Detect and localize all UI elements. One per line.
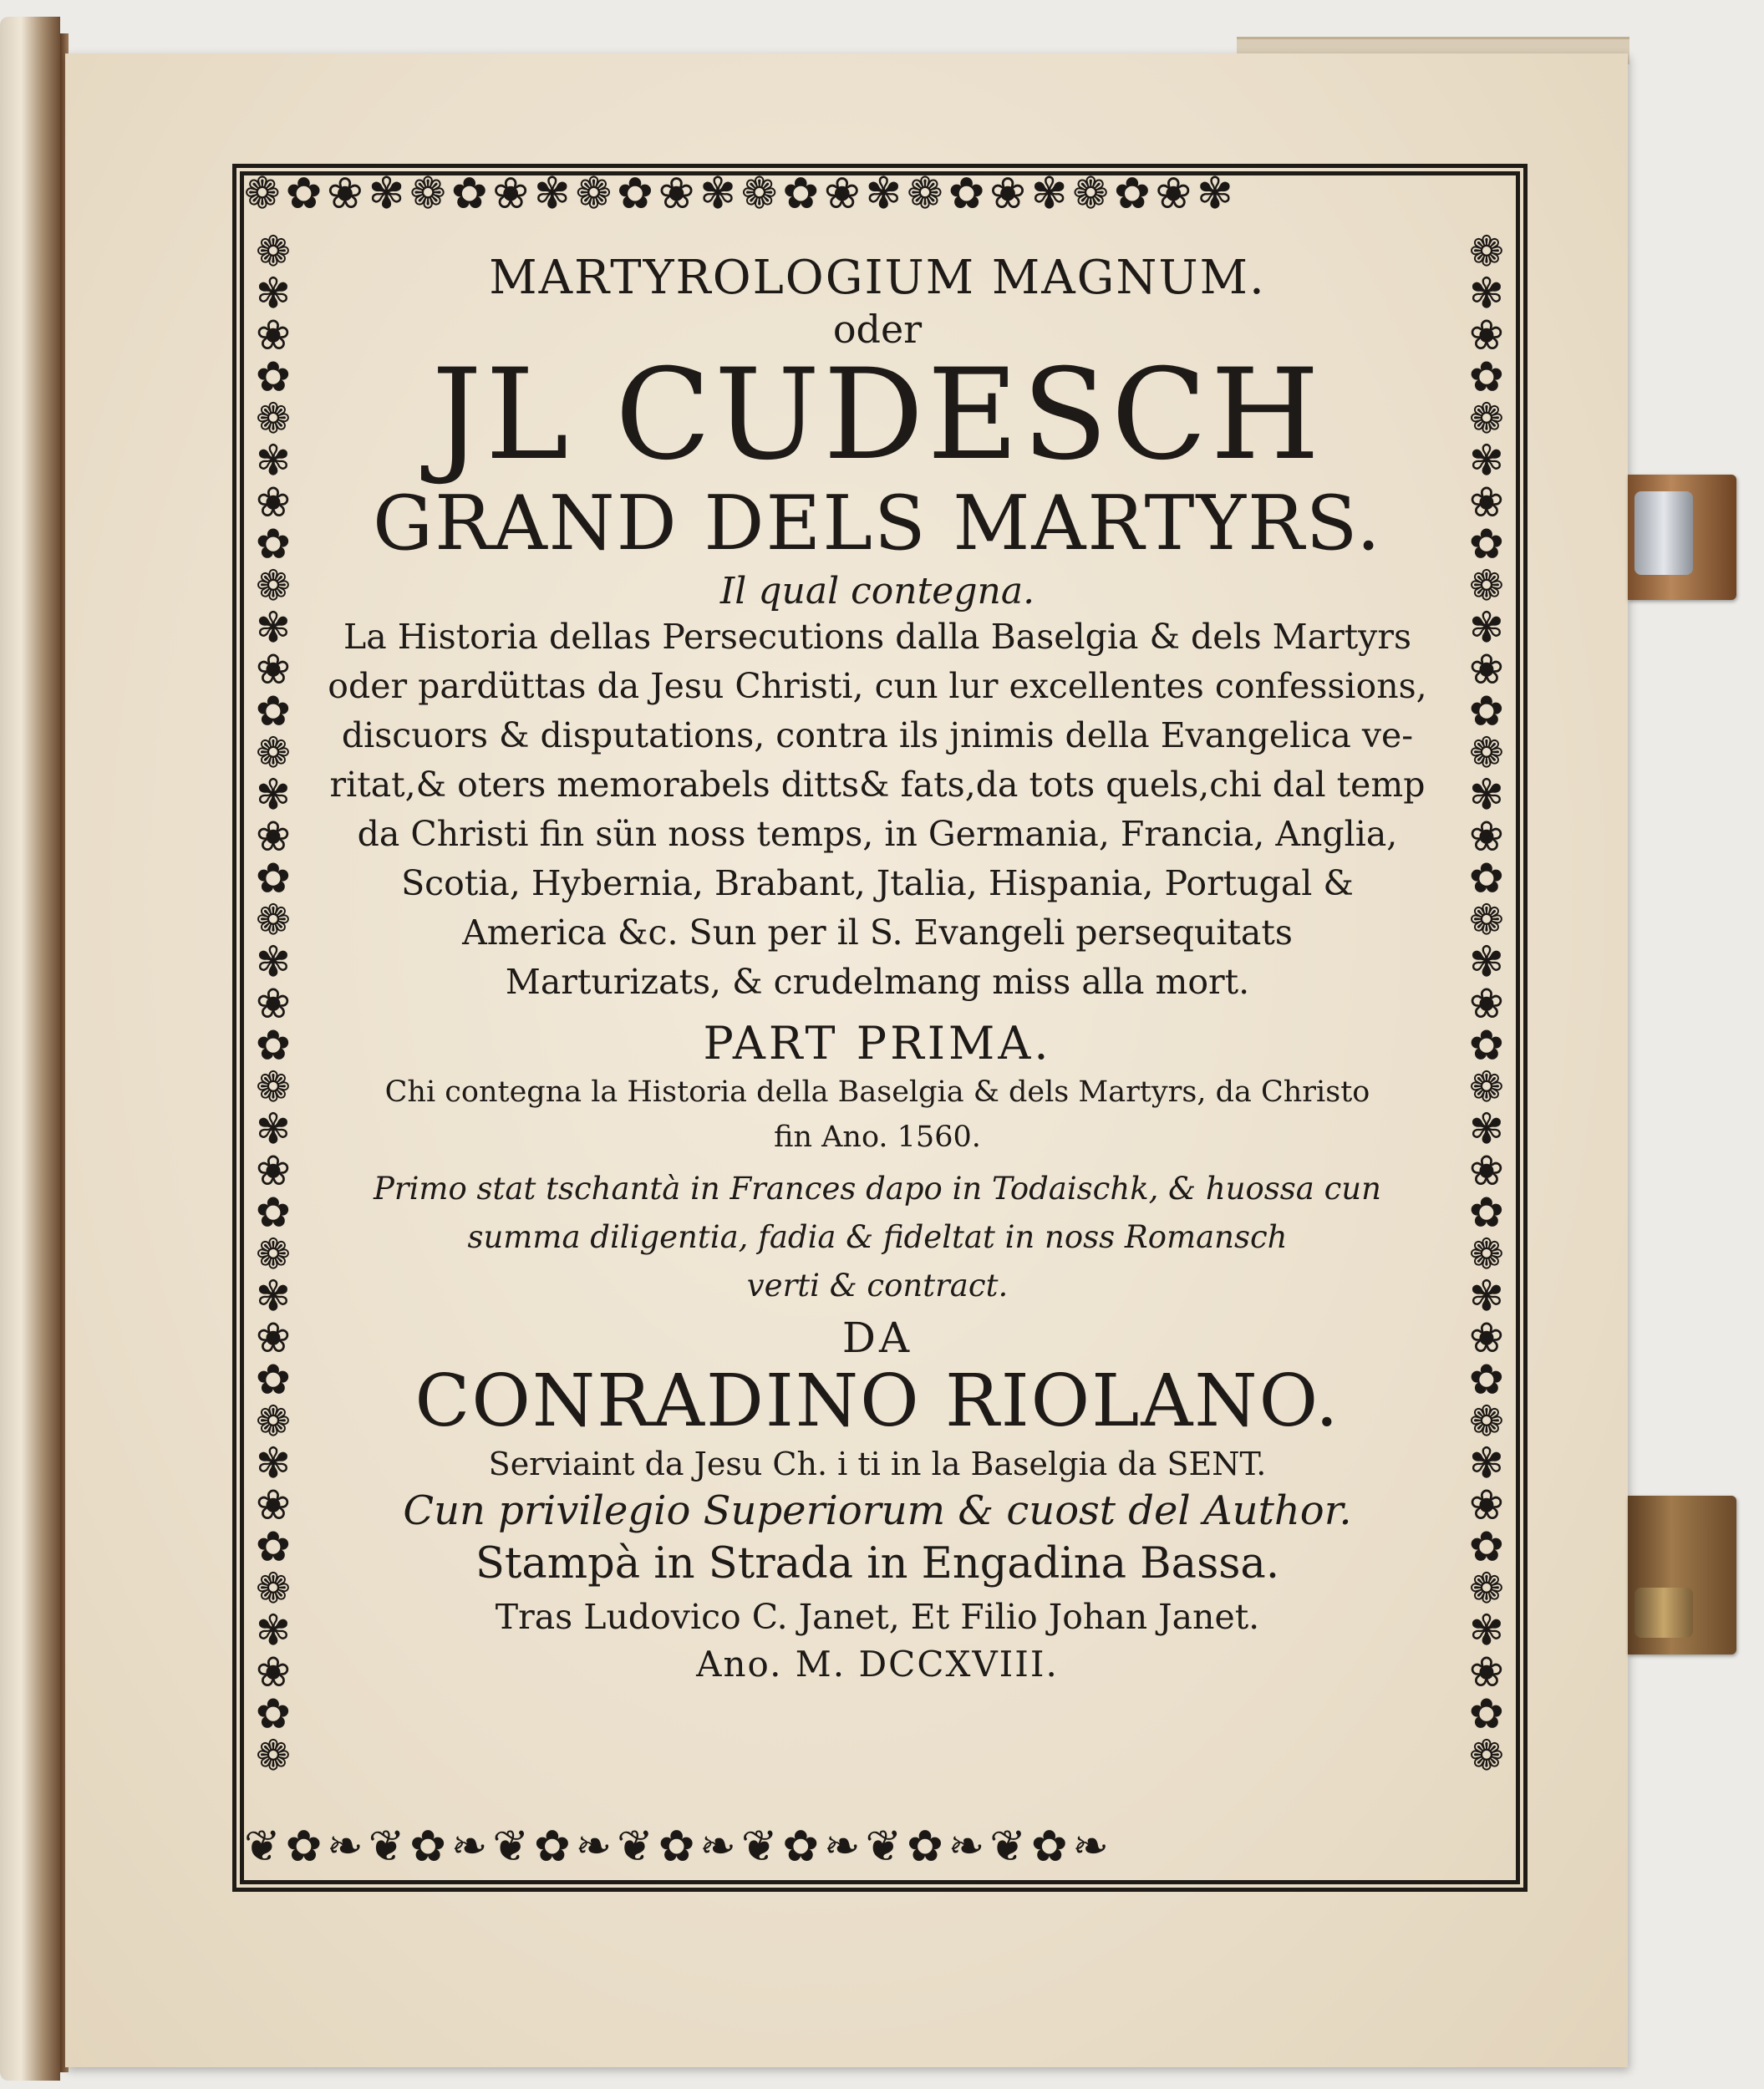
- body-line: America &c. Sun per il S. Evangeli persequitats: [462, 912, 1293, 953]
- author-name: CONRADINO RIOLANO.: [414, 1359, 1340, 1443]
- translation-note: summa diligentia, fadia & fideltat in noss Romansch: [467, 1218, 1288, 1255]
- year: Ano. M. DCCXVIII.: [696, 1644, 1059, 1685]
- clasp-bottom: [1628, 1496, 1736, 1654]
- clasp-metal: [1634, 1588, 1693, 1638]
- book-spine: [0, 17, 60, 2081]
- by-label: DA: [841, 1313, 913, 1362]
- title-sub: GRAND DELS MARTYRS.: [373, 479, 1382, 567]
- title-text-block: [318, 251, 1437, 1685]
- body-line: discuors & disputations, contra ils jnimis della Evangelica ve-: [341, 714, 1414, 755]
- contents-intro: Il qual contegna.: [719, 569, 1035, 612]
- ornament-top: ❁✿❀✾❁✿❀✾❁✿❀✾❁✿❀✾❁✿❀✾❁✿❀✾: [244, 172, 1238, 219]
- print-place: Stampà in Strada in Engadina Bassa.: [475, 1539, 1280, 1589]
- ornament-bottom: ❦✿❧❦✿❧❦✿❧❦✿❧❦✿❧❦✿❧❦✿❧: [244, 1825, 1114, 1872]
- part-description: Chi contegna la Historia della Baselgia & dels Martyrs, da Christo: [384, 1075, 1370, 1109]
- translation-note: verti & contract.: [746, 1267, 1009, 1304]
- part-heading: PART PRIMA.: [703, 1016, 1052, 1070]
- part-description: fin Ano. 1560.: [774, 1120, 981, 1154]
- ornament-left: ❁✾❀✿❁✾❀✿❁✾❀✿❁✾❀✿❁✾❀✿❁✾❀✿❁✾❀✿❁✾❀✿❁✾❀✿❁: [256, 231, 291, 1780]
- privilege-line: Cun privilegio Superiorum & cuost del Author.: [403, 1487, 1352, 1535]
- clasp-top: [1628, 475, 1736, 600]
- printers: Tras Ludovico C. Janet, Et Filio Johan Janet.: [495, 1597, 1260, 1638]
- body-line: Marturizats, & crudelmang miss alla mort.: [505, 961, 1250, 1002]
- body-line: da Christi fin sün noss temps, in Germania, Francia, Anglia,: [357, 813, 1398, 854]
- ornament-right: ❁✾❀✿❁✾❀✿❁✾❀✿❁✾❀✿❁✾❀✿❁✾❀✿❁✾❀✿❁✾❀✿❁✾❀✿❁: [1469, 231, 1504, 1780]
- title-latin: MARTYROLOGIUM MAGNUM.: [489, 251, 1266, 305]
- body-line: La Historia dellas Persecutions dalla Baselgia & dels Martyrs: [343, 616, 1411, 657]
- body-line: ritat,& oters memorabels ditts& fats,da tots quels,chi dal temp: [329, 764, 1426, 805]
- body-line: oder pardüttas da Jesu Christi, cun lur excellentes confessions,: [328, 665, 1427, 706]
- body-line: Scotia, Hybernia, Brabant, Jtalia, Hispania, Portugal &: [401, 862, 1354, 903]
- title-main: JL CUDESCH: [431, 343, 1324, 488]
- author-role: Serviaint da Jesu Ch. i ti in la Baselgia da SENT.: [488, 1446, 1267, 1483]
- title-oder: oder: [832, 307, 923, 352]
- clasp-metal: [1634, 491, 1693, 575]
- translation-note: Primo stat tschantà in Frances dapo in Todaischk, & huossa cun: [374, 1170, 1381, 1207]
